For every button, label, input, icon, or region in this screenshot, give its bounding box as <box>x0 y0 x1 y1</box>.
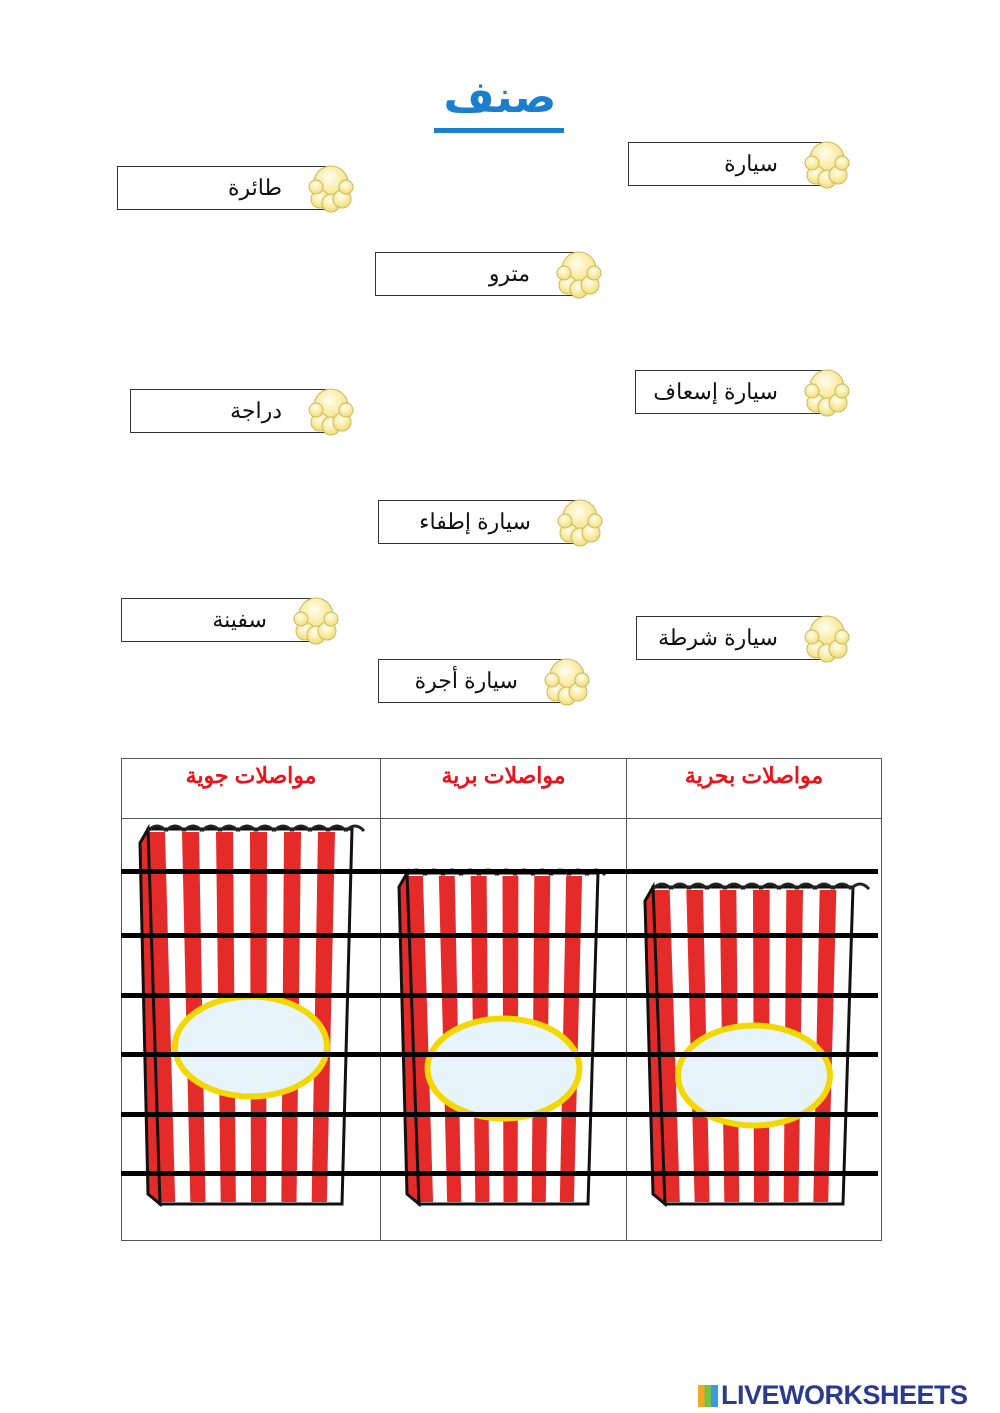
logo-icon <box>698 1385 718 1407</box>
drag-card-airplane[interactable] <box>117 166 332 210</box>
writing-line <box>121 1171 878 1176</box>
category-air: مواصلات جوية <box>122 759 381 819</box>
popcorn-icon <box>802 613 852 665</box>
popcorn-icon <box>802 139 852 191</box>
drag-card-taxi[interactable] <box>378 659 568 703</box>
card-label: طائرة <box>227 175 282 200</box>
category-sea: مواصلات بحرية <box>627 759 882 819</box>
drop-zone-land[interactable] <box>381 819 627 1241</box>
card-label: دراجة <box>230 398 282 423</box>
popcorn-icon <box>554 249 604 301</box>
drag-card-police-car[interactable] <box>636 616 828 660</box>
popcorn-icon <box>802 367 852 419</box>
drag-card-fire-truck[interactable] <box>378 500 581 544</box>
writing-line <box>121 993 878 998</box>
card-label: سيارة أجرة <box>414 668 518 693</box>
card-label: سيارة <box>724 151 778 176</box>
card-label: سيارة شرطة <box>658 625 778 650</box>
popcorn-icon <box>306 163 356 215</box>
popcorn-icon <box>306 386 356 438</box>
page-title: صنف <box>443 72 557 123</box>
drag-card-ship[interactable] <box>121 598 317 642</box>
writing-line <box>121 933 878 938</box>
drag-card-ambulance[interactable] <box>635 370 828 414</box>
popcorn-bucket-icon <box>381 819 626 1240</box>
popcorn-icon <box>291 595 341 647</box>
drop-zone-air[interactable] <box>122 819 381 1241</box>
popcorn-bucket-icon <box>627 819 881 1240</box>
writing-line <box>121 1052 878 1057</box>
card-label: مترو <box>488 261 530 286</box>
drop-zone-sea[interactable] <box>627 819 882 1241</box>
writing-line <box>121 1112 878 1117</box>
popcorn-icon <box>555 497 605 549</box>
card-label: سيارة إسعاف <box>653 379 778 404</box>
drag-card-bicycle[interactable] <box>130 389 332 433</box>
drag-card-car[interactable] <box>628 142 828 186</box>
drag-card-metro[interactable] <box>375 252 580 296</box>
card-label: سيارة إطفاء <box>419 509 531 534</box>
popcorn-icon <box>542 656 592 708</box>
category-land: مواصلات برية <box>381 759 627 819</box>
logo-text: LIVEWORKSHEETS <box>721 1380 968 1410</box>
title-underline <box>434 128 564 133</box>
card-label: سفينة <box>212 607 267 632</box>
popcorn-bucket-icon <box>122 819 380 1240</box>
writing-line <box>121 869 878 874</box>
sorting-table <box>121 758 882 1241</box>
liveworksheets-logo <box>698 1380 968 1411</box>
